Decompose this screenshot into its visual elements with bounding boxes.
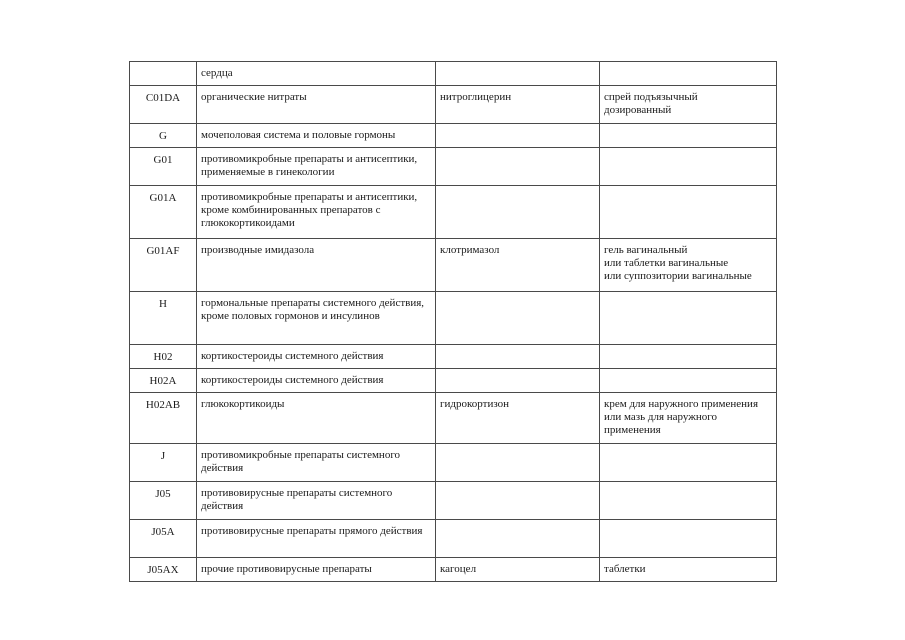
atc-code-cell: J05A	[130, 520, 197, 558]
table-row	[130, 345, 777, 369]
table-row	[130, 369, 777, 393]
atc-code-cell: H02	[130, 345, 197, 369]
anatomical-group-cell: органические нитраты	[197, 86, 436, 124]
drug-name-cell: гидрокортизон	[436, 393, 600, 444]
atc-code-cell	[130, 62, 197, 86]
atc-code-cell: C01DA	[130, 86, 197, 124]
table-row	[130, 444, 777, 482]
atc-code-cell: G01	[130, 148, 197, 186]
table-row	[130, 520, 777, 558]
anatomical-group-cell: противовирусные препараты системного действия	[197, 482, 436, 520]
drug-name-cell	[436, 444, 600, 482]
table-row	[130, 124, 777, 148]
dosage-form-cell	[600, 444, 777, 482]
drug-name-cell	[436, 124, 600, 148]
dosage-form-line: спрей подъязычный	[604, 91, 698, 103]
dosage-form-cell	[600, 345, 777, 369]
atc-code-cell: J05AX	[130, 558, 197, 582]
table-row	[130, 292, 777, 345]
table-row	[130, 393, 777, 444]
table-row	[130, 558, 777, 582]
atc-code-cell: H02AB	[130, 393, 197, 444]
drug-table-body	[130, 62, 777, 582]
anatomical-group-cell: глюкокортикоиды	[197, 393, 436, 444]
dosage-form-cell	[600, 239, 777, 292]
dosage-form-line: или мазь для наружного	[604, 411, 717, 423]
anatomical-group-cell: кортикостероиды системного действия	[197, 345, 436, 369]
table-row	[130, 62, 777, 86]
drug-name-cell	[436, 482, 600, 520]
table-row	[130, 86, 777, 124]
drug-table	[129, 61, 777, 582]
dosage-form-cell	[600, 148, 777, 186]
table-row	[130, 482, 777, 520]
dosage-form-line: крем для наружного применения	[604, 398, 759, 410]
dosage-form-cell	[600, 62, 777, 86]
drug-name-cell: нитроглицерин	[436, 86, 600, 124]
anatomical-group-cell: противомикробные препараты системного действия	[197, 444, 436, 482]
dosage-form-line: или таблетки вагинальные	[604, 257, 729, 269]
atc-code-cell: H	[130, 292, 197, 345]
anatomical-group-cell: противомикробные препараты и антисептики, кроме комбинированных препаратов с глюкокортикоидами	[197, 186, 436, 239]
drug-name-cell	[436, 520, 600, 558]
dosage-form-line: таблетки	[604, 563, 646, 575]
atc-code-cell: G01AF	[130, 239, 197, 292]
dosage-form-cell	[600, 558, 777, 582]
dosage-form-line: или суппозитории вагинальные	[604, 270, 752, 282]
atc-code-cell: G	[130, 124, 197, 148]
table-row	[130, 186, 777, 239]
drug-name-cell	[436, 369, 600, 393]
drug-name-cell	[436, 62, 600, 86]
anatomical-group-cell: гормональные препараты системного действия, кроме половых гормонов и инсулинов	[197, 292, 436, 345]
atc-code-cell: J	[130, 444, 197, 482]
dosage-form-cell	[600, 520, 777, 558]
table-row	[130, 148, 777, 186]
dosage-form-cell	[600, 393, 777, 444]
dosage-form-line: дозированный	[604, 104, 672, 116]
dosage-form-cell	[600, 186, 777, 239]
atc-code-cell: G01A	[130, 186, 197, 239]
dosage-form-cell	[600, 292, 777, 345]
drug-name-cell	[436, 186, 600, 239]
table-row	[130, 239, 777, 292]
drug-name-cell: кагоцел	[436, 558, 600, 582]
dosage-form-cell	[600, 369, 777, 393]
anatomical-group-cell: кортикостероиды системного действия	[197, 369, 436, 393]
dosage-form-line: гель вагинальный	[604, 244, 688, 256]
anatomical-group-cell: производные имидазола	[197, 239, 436, 292]
anatomical-group-cell: противомикробные препараты и антисептики, применяемые в гинекологии	[197, 148, 436, 186]
drug-name-cell	[436, 292, 600, 345]
dosage-form-line: применения	[604, 424, 661, 436]
drug-name-cell	[436, 345, 600, 369]
anatomical-group-cell: прочие противовирусные препараты	[197, 558, 436, 582]
drug-name-cell	[436, 148, 600, 186]
dosage-form-cell	[600, 482, 777, 520]
drug-name-cell: клотримазол	[436, 239, 600, 292]
dosage-form-cell	[600, 124, 777, 148]
atc-code-cell: J05	[130, 482, 197, 520]
anatomical-group-cell: мочеполовая система и половые гормоны	[197, 124, 436, 148]
dosage-form-cell	[600, 86, 777, 124]
anatomical-group-cell: сердца	[197, 62, 436, 86]
atc-code-cell: H02A	[130, 369, 197, 393]
anatomical-group-cell: противовирусные препараты прямого действия	[197, 520, 436, 558]
